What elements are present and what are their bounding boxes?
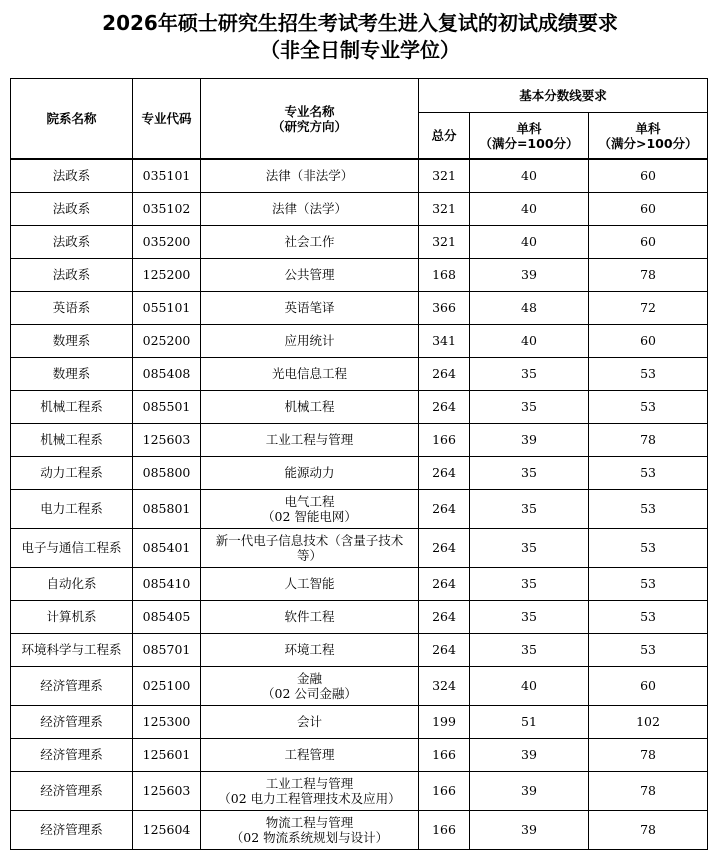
major-cell: [201, 738, 419, 771]
single-100-cell: 35: [470, 633, 589, 666]
major-cell: [201, 258, 419, 291]
single-100-cell: 35: [470, 456, 589, 489]
major-name: 法律（法学）: [271, 201, 347, 216]
major-cell: [201, 291, 419, 324]
dept-cell: 数理系: [11, 357, 133, 390]
major-direction: （02 电力工程管理技术及应用）: [218, 790, 401, 806]
dept-cell: 经济管理系: [11, 705, 133, 738]
total-cell: 166: [419, 423, 470, 456]
single-over-100-cell: 78: [589, 771, 708, 810]
code-cell: 125603: [133, 771, 201, 810]
major-direction: （02 智能电网）: [262, 508, 357, 524]
score-table: [10, 78, 708, 850]
total-cell: 166: [419, 810, 470, 849]
single-100-cell: 39: [470, 258, 589, 291]
major-direction: （02 公司金融）: [262, 685, 357, 701]
dept-cell: 经济管理系: [11, 771, 133, 810]
table-row: [11, 705, 708, 738]
total-cell: 321: [419, 225, 470, 258]
major-name: 能源动力: [284, 465, 335, 480]
major-name: 物流工程与管理: [265, 814, 354, 830]
single-100-cell: 35: [470, 600, 589, 633]
major-cell: [201, 771, 419, 810]
code-cell: 055101: [133, 291, 201, 324]
single-100-cell: 35: [470, 567, 589, 600]
code-cell: 085701: [133, 633, 201, 666]
single-over-100-cell: 53: [589, 390, 708, 423]
single-100-cell: 40: [470, 225, 589, 258]
major-cell: [201, 456, 419, 489]
single-over-100-cell: 53: [589, 489, 708, 528]
single-over-100-cell: 60: [589, 324, 708, 357]
dept-cell: 电力工程系: [11, 489, 133, 528]
major-direction: 等）: [296, 547, 322, 563]
single-100-cell: 35: [470, 528, 589, 567]
single-100-cell: 35: [470, 390, 589, 423]
single-100-cell: 35: [470, 489, 589, 528]
header-major-direction: （研究方向）: [271, 118, 347, 134]
single-100-cell: 48: [470, 291, 589, 324]
table-row: [11, 489, 708, 528]
total-cell: 168: [419, 258, 470, 291]
major-name: 环境工程: [284, 642, 335, 657]
header-single-100-label: 单科: [516, 120, 542, 136]
major-name: 工程管理: [284, 747, 335, 762]
single-100-cell: 40: [470, 159, 589, 192]
single-over-100-cell: 53: [589, 528, 708, 567]
major-name: 会计: [296, 714, 322, 729]
dept-cell: 自动化系: [11, 567, 133, 600]
table-row: [11, 192, 708, 225]
total-cell: 264: [419, 489, 470, 528]
single-100-cell: 40: [470, 324, 589, 357]
major-name: 光电信息工程: [271, 366, 347, 381]
dept-cell: 英语系: [11, 291, 133, 324]
header-total: 总分: [419, 113, 470, 160]
single-over-100-cell: 78: [589, 738, 708, 771]
single-over-100-cell: 60: [589, 225, 708, 258]
single-over-100-cell: 53: [589, 567, 708, 600]
single-100-cell: 40: [470, 192, 589, 225]
code-cell: 085501: [133, 390, 201, 423]
table-row: [11, 357, 708, 390]
major-name: 英语笔译: [284, 300, 335, 315]
single-over-100-cell: 78: [589, 810, 708, 849]
table-row: [11, 666, 708, 705]
single-100-cell: 39: [470, 423, 589, 456]
header-score-group: 基本分数线要求: [419, 79, 708, 113]
major-name: 金融: [296, 670, 322, 686]
single-over-100-cell: 53: [589, 456, 708, 489]
total-cell: 264: [419, 456, 470, 489]
major-cell: [201, 528, 419, 567]
major-cell: [201, 705, 419, 738]
code-cell: 085410: [133, 567, 201, 600]
dept-cell: 法政系: [11, 258, 133, 291]
major-cell: [201, 192, 419, 225]
single-over-100-cell: 78: [589, 423, 708, 456]
single-100-cell: 39: [470, 738, 589, 771]
single-100-cell: 40: [470, 666, 589, 705]
header-single-100-note: （满分=100分）: [479, 135, 579, 151]
header-major: [201, 79, 419, 160]
table-row: [11, 567, 708, 600]
dept-cell: 电子与通信工程系: [11, 528, 133, 567]
header-single-100: [470, 113, 589, 160]
dept-cell: 计算机系: [11, 600, 133, 633]
total-cell: 166: [419, 738, 470, 771]
document-subtitle: （非全日制专业学位）: [260, 38, 460, 62]
major-name: 软件工程: [284, 609, 335, 624]
table-row: [11, 738, 708, 771]
document-title: 2026年硕士研究生招生考试考生进入复试的初试成绩要求: [102, 11, 618, 35]
table-header: [11, 79, 708, 160]
major-name: 新一代电子信息技术（含量子技术: [215, 532, 404, 548]
major-cell: [201, 567, 419, 600]
table-row: [11, 600, 708, 633]
header-single-over-100-note: （满分>100分）: [598, 135, 698, 151]
major-cell: [201, 324, 419, 357]
header-major-name: 专业名称: [284, 103, 335, 119]
dept-cell: 数理系: [11, 324, 133, 357]
total-cell: 199: [419, 705, 470, 738]
total-cell: 321: [419, 159, 470, 192]
table-row: [11, 225, 708, 258]
major-cell: [201, 423, 419, 456]
table-row: [11, 528, 708, 567]
dept-cell: 经济管理系: [11, 738, 133, 771]
single-100-cell: 35: [470, 357, 589, 390]
total-cell: 366: [419, 291, 470, 324]
major-name: 电气工程: [284, 493, 335, 509]
table-row: [11, 771, 708, 810]
major-cell: [201, 225, 419, 258]
dept-cell: 法政系: [11, 159, 133, 192]
single-100-cell: 39: [470, 810, 589, 849]
major-name: 人工智能: [284, 576, 335, 591]
table-row: [11, 423, 708, 456]
total-cell: 264: [419, 528, 470, 567]
major-cell: [201, 357, 419, 390]
dept-cell: 动力工程系: [11, 456, 133, 489]
dept-cell: 机械工程系: [11, 423, 133, 456]
code-cell: 085800: [133, 456, 201, 489]
major-name: 工业工程与管理: [265, 775, 354, 791]
major-name: 法律（非法学）: [265, 168, 354, 184]
major-name: 工业工程与管理: [265, 432, 354, 447]
dept-cell: 环境科学与工程系: [11, 633, 133, 666]
code-cell: 035102: [133, 192, 201, 225]
total-cell: 324: [419, 666, 470, 705]
header-code: 专业代码: [133, 79, 201, 160]
single-over-100-cell: 60: [589, 192, 708, 225]
major-direction: （02 物流系统规划与设计）: [230, 829, 389, 845]
code-cell: 125604: [133, 810, 201, 849]
total-cell: 321: [419, 192, 470, 225]
major-name: 社会工作: [284, 234, 335, 249]
single-over-100-cell: 60: [589, 159, 708, 192]
header-single-over-100: [589, 113, 708, 160]
total-cell: 341: [419, 324, 470, 357]
table-row: [11, 258, 708, 291]
header-single-over-100-label: 单科: [635, 120, 661, 136]
table-row: [11, 633, 708, 666]
code-cell: 085405: [133, 600, 201, 633]
dept-cell: 法政系: [11, 192, 133, 225]
total-cell: 264: [419, 390, 470, 423]
code-cell: 035101: [133, 159, 201, 192]
code-cell: 085408: [133, 357, 201, 390]
code-cell: 085401: [133, 528, 201, 567]
single-over-100-cell: 72: [589, 291, 708, 324]
major-cell: [201, 600, 419, 633]
dept-cell: 法政系: [11, 225, 133, 258]
single-100-cell: 51: [470, 705, 589, 738]
code-cell: 025200: [133, 324, 201, 357]
table-row: [11, 810, 708, 849]
single-over-100-cell: 78: [589, 258, 708, 291]
single-over-100-cell: 53: [589, 600, 708, 633]
code-cell: 125603: [133, 423, 201, 456]
single-100-cell: 39: [470, 771, 589, 810]
total-cell: 264: [419, 357, 470, 390]
total-cell: 264: [419, 567, 470, 600]
major-cell: [201, 489, 419, 528]
major-cell: [201, 390, 419, 423]
single-over-100-cell: 60: [589, 666, 708, 705]
code-cell: 125300: [133, 705, 201, 738]
single-over-100-cell: 53: [589, 633, 708, 666]
code-cell: 025100: [133, 666, 201, 705]
major-cell: [201, 666, 419, 705]
major-cell: [201, 159, 419, 192]
code-cell: 125601: [133, 738, 201, 771]
table-body: [11, 159, 708, 849]
table-row: [11, 456, 708, 489]
single-over-100-cell: 53: [589, 357, 708, 390]
dept-cell: 经济管理系: [11, 810, 133, 849]
total-cell: 264: [419, 633, 470, 666]
code-cell: 085801: [133, 489, 201, 528]
major-cell: [201, 633, 419, 666]
code-cell: 125200: [133, 258, 201, 291]
total-cell: 264: [419, 600, 470, 633]
table-row: [11, 159, 708, 192]
dept-cell: 机械工程系: [11, 390, 133, 423]
single-over-100-cell: 102: [589, 705, 708, 738]
table-row: [11, 324, 708, 357]
major-name: 公共管理: [284, 267, 335, 282]
dept-cell: 经济管理系: [11, 666, 133, 705]
table-row: [11, 390, 708, 423]
major-cell: [201, 810, 419, 849]
table-row: [11, 291, 708, 324]
header-dept: 院系名称: [11, 79, 133, 160]
code-cell: 035200: [133, 225, 201, 258]
major-name: 机械工程: [284, 399, 335, 414]
total-cell: 166: [419, 771, 470, 810]
major-name: 应用统计: [284, 333, 335, 348]
